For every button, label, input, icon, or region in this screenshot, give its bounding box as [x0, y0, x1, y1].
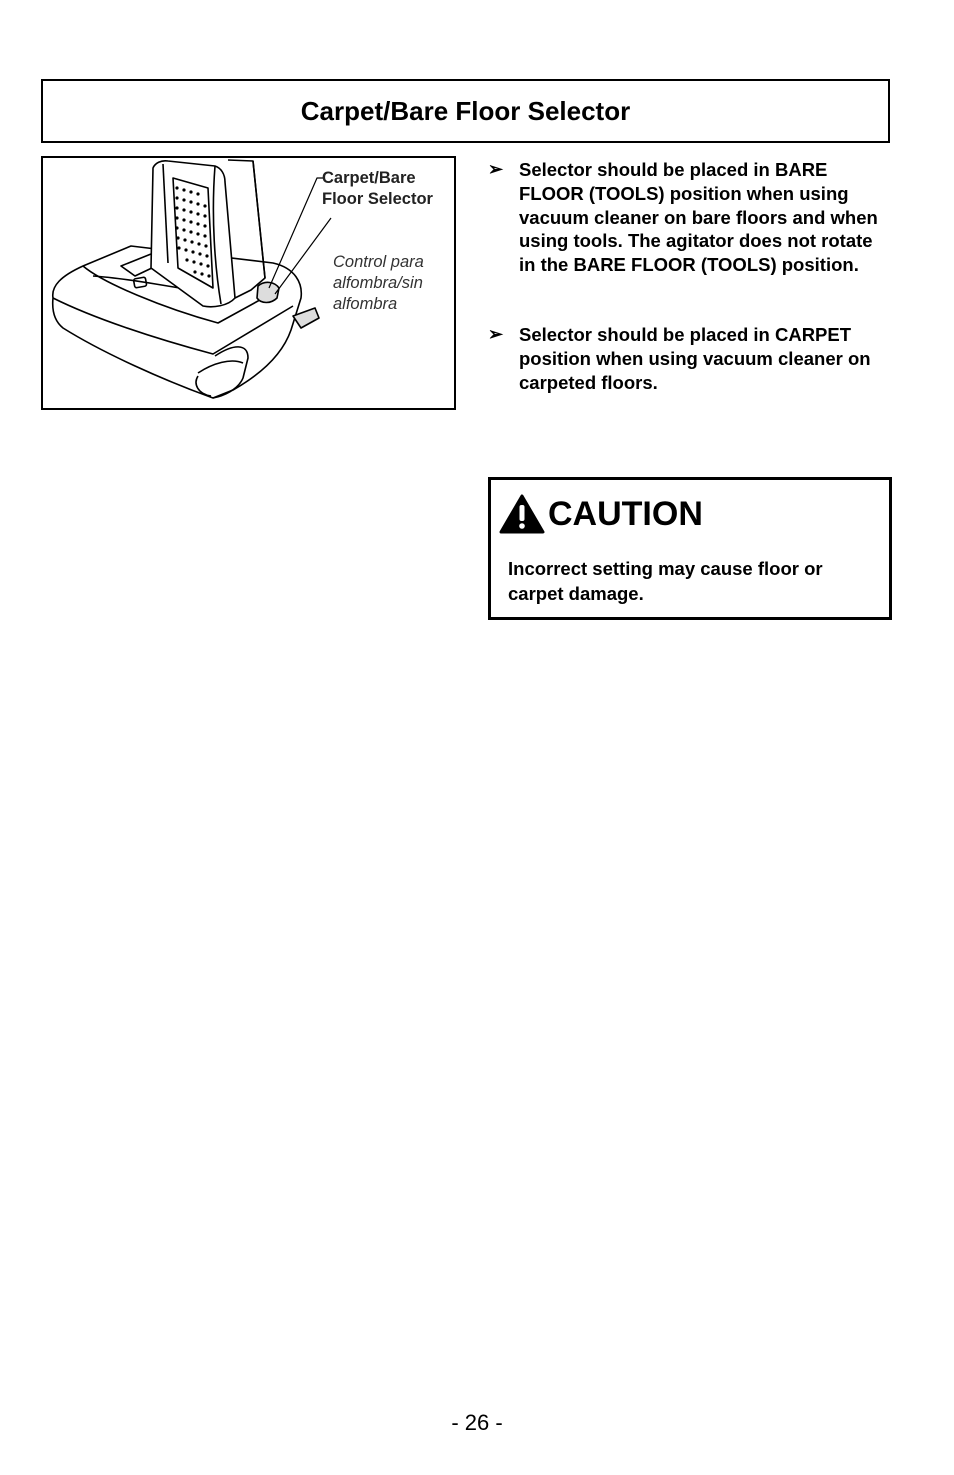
- instruction-list: [488, 158, 888, 394]
- selector-callout-spanish: [333, 252, 424, 315]
- arrow-bullet-icon: ➢: [488, 159, 504, 179]
- instruction-text: Selector should be placed in CARPET position when using vacuum cleaner on carpeted floors.: [519, 323, 871, 393]
- callout-en-line: Carpet/Bare: [322, 169, 416, 187]
- callout-es-line: Control para: [333, 253, 424, 271]
- selector-callout-english: [322, 168, 433, 210]
- callout-es-line: alfombra: [333, 295, 398, 313]
- vacuum-illustration-frame: [41, 156, 456, 410]
- caution-box: [488, 477, 892, 620]
- page-number: - 26 -: [451, 1410, 503, 1435]
- instruction-text: Selector should be placed in BARE FLOOR (TOOLS) position when using vacuum cleaner on bare floors and when using tools. The agitator does not rotate in the BARE FLOOR (TOOLS) position.: [519, 159, 878, 276]
- arrow-bullet-icon: ➢: [488, 323, 504, 344]
- callout-es-line: alfombra/sin: [333, 274, 423, 292]
- caution-heading: CAUTION: [548, 494, 703, 533]
- instruction-item: [488, 323, 888, 394]
- instruction-item: [488, 158, 888, 277]
- page-title: Carpet/Bare Floor Selector: [300, 95, 631, 126]
- section-title-box: [41, 79, 890, 143]
- caution-header: [499, 494, 703, 534]
- caution-message: Incorrect setting may cause floor or carpet damage.: [508, 558, 823, 604]
- callout-en-line: Floor Selector: [322, 190, 433, 208]
- warning-triangle-icon: [499, 494, 545, 534]
